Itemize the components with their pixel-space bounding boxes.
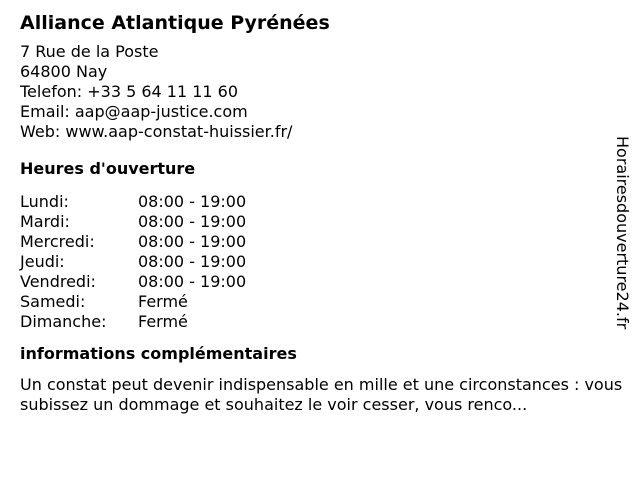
day-hours: 08:00 - 19:00	[138, 192, 247, 211]
address-city: 64800 Nay	[20, 62, 108, 81]
address-street: 7 Rue de la Poste	[20, 42, 159, 61]
opening-hours-title: Heures d'ouverture	[20, 159, 196, 178]
day-label: Samedi:	[20, 292, 86, 311]
hours-row-saturday	[20, 292, 620, 312]
web-line: Web: www.aap-constat-huissier.fr/	[20, 122, 293, 141]
hours-row-monday	[20, 192, 620, 212]
additional-info-text: Un constat peut devenir indispensable en mille et une circonstances : vous subissez un dommage et souhaitez le voir cesser, vous renco...	[20, 375, 623, 414]
hours-row-thursday	[20, 252, 620, 272]
day-label: Mardi:	[20, 212, 70, 231]
hours-row-friday	[20, 272, 620, 292]
phone-line: Telefon: +33 5 64 11 11 60	[20, 82, 239, 101]
day-hours: 08:00 - 19:00	[138, 212, 247, 231]
day-hours: 08:00 - 19:00	[138, 232, 247, 251]
opening-hours-list	[20, 192, 620, 332]
day-hours: 08:00 - 19:00	[138, 272, 247, 291]
day-label: Lundi:	[20, 192, 69, 211]
day-hours: Fermé	[138, 312, 188, 331]
additional-info-title: informations complémentaires	[20, 344, 297, 363]
hours-row-tuesday	[20, 212, 620, 232]
day-label: Jeudi:	[20, 252, 65, 271]
hours-row-wednesday	[20, 232, 620, 252]
email-line: Email: aap@aap-justice.com	[20, 102, 248, 121]
day-hours: Fermé	[138, 292, 188, 311]
day-hours: 08:00 - 19:00	[138, 252, 247, 271]
day-label: Vendredi:	[20, 272, 96, 291]
day-label: Mercredi:	[20, 232, 95, 251]
hours-row-sunday	[20, 312, 620, 332]
site-watermark: Horairesdouverture24.fr	[613, 136, 632, 330]
day-label: Dimanche:	[20, 312, 107, 331]
business-name: Alliance Atlantique Pyrénées	[20, 12, 330, 34]
